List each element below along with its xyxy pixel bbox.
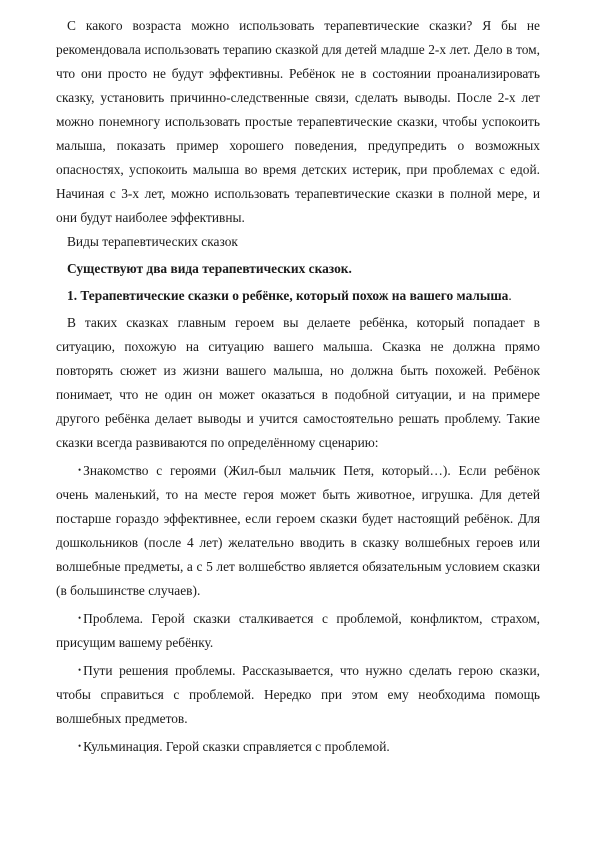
intro-paragraph: С какого возраста можно использовать терапевтические сказки? Я бы не рекомендовала использовать терапию сказкой для детей младше 2-х лет. Дело в том, что они просто не будут эффективны. Ребёнок не в состоянии проанализировать сказку, установить причинно-следственные связи, сделать выводы. После 2-х лет можно понемногу использовать простые терапевтические сказки, чтобы успокоить малыша, показать пример хорошего поведения, предупредить о возможных опасностях, успокоить малыша во время детских истерик, при проблемах с едой. Начиная с 3-х лет, можно использовать терапевтические сказки в полной мере, и они будут наиболее эффективны. <box>56 18 540 225</box>
bullet-icon: • <box>78 465 82 475</box>
type-1-heading-text: 1. Терапевтические сказки о ребёнке, который похож на вашего малыша <box>67 288 509 303</box>
bullet-acquaintance <box>56 458 540 603</box>
bullet-icon: • <box>78 741 82 751</box>
bullet-solutions-text: Пути решения проблемы. Рассказывается, что нужно сделать герою сказки, чтобы справиться с проблемой. Нередко при этом ему необходима помощь волшебных предметов. <box>56 663 540 726</box>
two-types-heading: Существуют два вида терапевтических сказок. <box>67 261 352 276</box>
bullet-culmination <box>56 734 540 759</box>
bullet-culmination-text: Кульминация. Герой сказки справляется с проблемой. <box>83 739 390 754</box>
types-heading: Виды терапевтических сказок <box>67 234 238 249</box>
bullet-problem <box>56 606 540 655</box>
bullet-solutions <box>56 658 540 731</box>
bullet-icon: • <box>78 665 82 675</box>
type-1-heading <box>56 284 540 308</box>
type-1-heading-period: . <box>508 288 512 303</box>
bullet-acquaintance-text: Знакомство с героями (Жил-был мальчик Петя, который…). Если ребёнок очень маленький, то на месте героя может быть животное, игрушка. Для детей постарше гораздо эффективнее, если героем сказки будет настоящий ребёнок. Для дошкольников (после 4 лет) желательно вводить в сказку волшебных героев или волшебные предметы, а с 5 лет волшебство является обязательным условием сказки (в большинстве случаев). <box>56 463 540 598</box>
document-body <box>56 14 540 759</box>
type-1-body-paragraph: В таких сказках главным героем вы делаете ребёнка, который попадает в ситуацию, похожую на ситуацию вашего малыша. Сказка не должна прямо повторять сюжет из жизни вашего малыша, но должна быть похожей. Ребёнок понимает, что не один он может оказаться в подобной ситуации, и на примере другого ребёнка делает выводы и учится самостоятельно решать проблему. Такие сказки всегда развиваются по определённому сценарию: <box>56 315 540 450</box>
bullet-problem-text: Проблема. Герой сказки сталкивается с проблемой, конфликтом, страхом, присущим вашему ребёнку. <box>56 611 540 650</box>
bullet-icon: • <box>78 613 82 623</box>
